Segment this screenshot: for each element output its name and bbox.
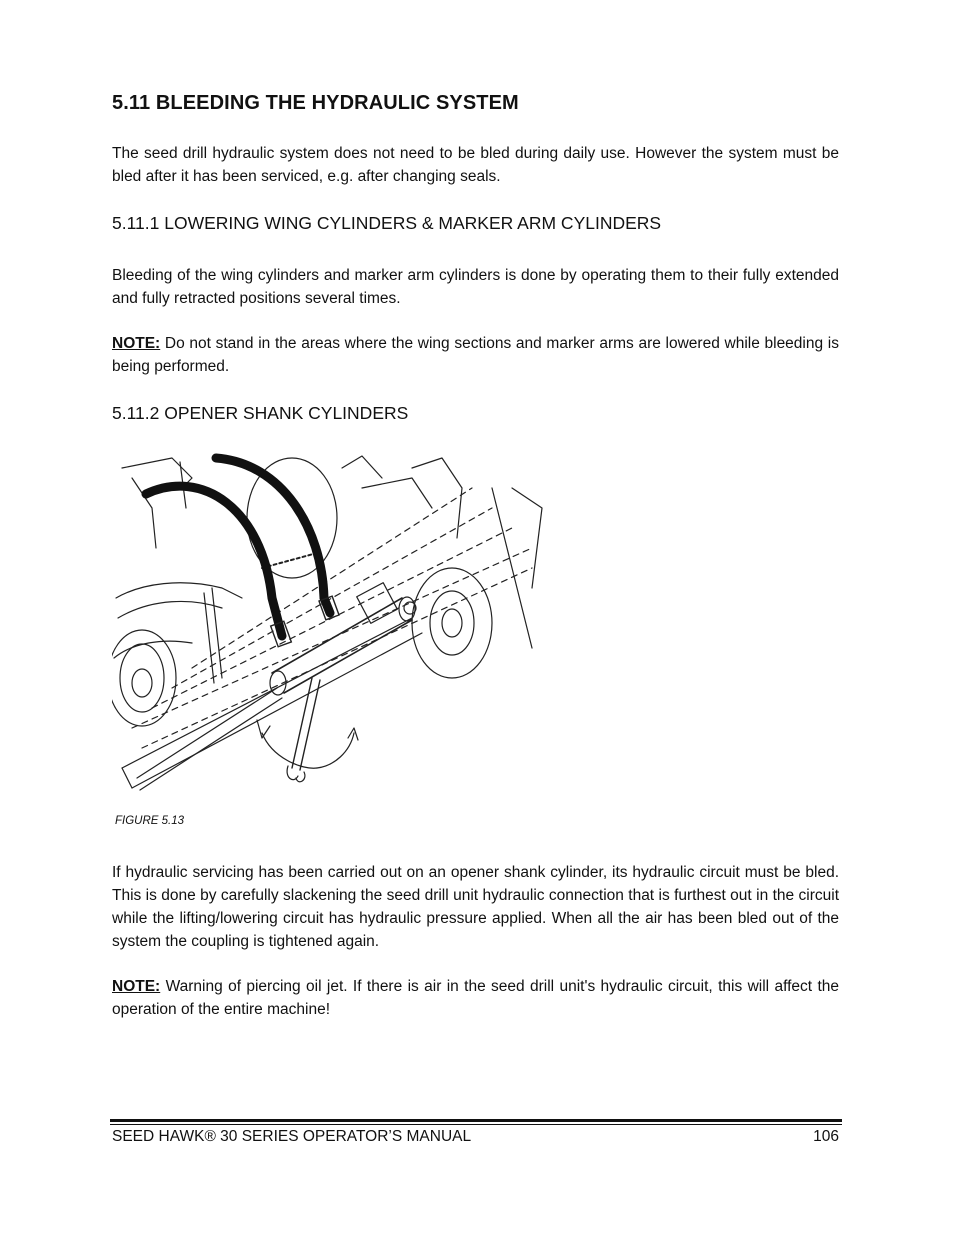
footer-rule-thick bbox=[110, 1119, 842, 1122]
footer-manual-title: SEED HAWK® 30 SERIES OPERATOR’S MANUAL bbox=[112, 1128, 472, 1145]
note-label: NOTE: bbox=[112, 978, 161, 995]
note-text: Do not stand in the areas where the wing sections and marker arms are lowered while bleeding is being performed. bbox=[112, 335, 839, 375]
note-label: NOTE: bbox=[112, 335, 161, 352]
figure-opener-shank-cylinder bbox=[112, 448, 548, 798]
figure-caption: FIGURE 5.13 bbox=[115, 815, 185, 827]
footer-page-number: 106 bbox=[813, 1128, 839, 1145]
subsection-title-wing-cylinders: 5.11.1 LOWERING WING CYLINDERS & MARKER ARM CYLINDERS bbox=[112, 213, 662, 233]
note-text: Warning of piercing oil jet. If there is air in the seed drill unit's hydraulic circuit, this will affect the operation of the entire machine! bbox=[112, 978, 839, 1018]
wing-cylinders-paragraph: Bleeding of the wing cylinders and marker arm cylinders is done by operating them to their fully extended and fully retracted positions several times. bbox=[112, 267, 839, 307]
opener-shank-note bbox=[112, 975, 839, 1021]
opener-shank-illustration bbox=[112, 448, 548, 798]
subsection-title-opener-shank: 5.11.2 OPENER SHANK CYLINDERS bbox=[112, 403, 409, 423]
footer-rule-thin bbox=[110, 1124, 842, 1125]
section-intro: The seed drill hydraulic system does not need to be bled during daily use. However the system must be bled after it has been serviced, e.g. after changing seals. bbox=[112, 145, 839, 185]
wing-cylinders-note bbox=[112, 332, 839, 378]
opener-shank-paragraph: If hydraulic servicing has been carried out on an opener shank cylinder, its hydraulic circuit must be bled. This is done by carefully slackening the seed drill unit hydraulic connection that is furthest out in the circuit while the lifting/lowering circuit has hydraulic pressure applied. When all the air has been bled out of the system the coupling is tightened again. bbox=[112, 864, 839, 950]
section-title: 5.11 BLEEDING THE HYDRAULIC SYSTEM bbox=[112, 92, 519, 114]
